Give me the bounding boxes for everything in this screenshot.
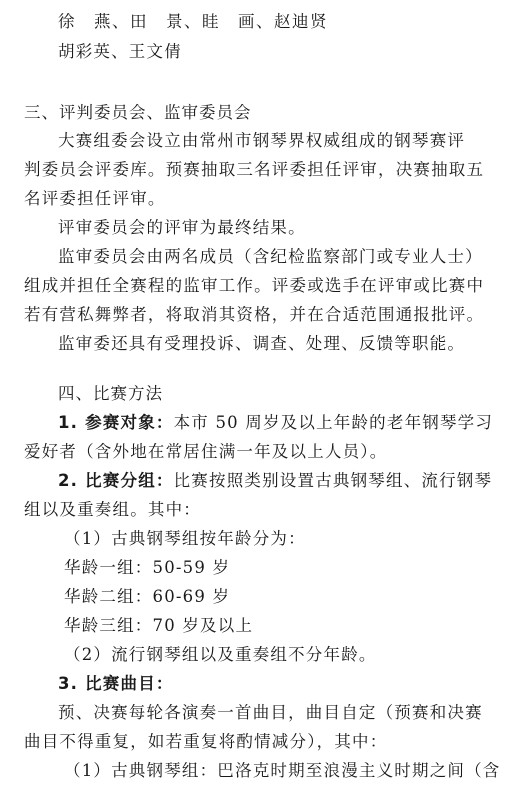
section-4-item-1-line-1	[58, 413, 493, 433]
section-3-heading: 三、评判委员会、监审委员会	[24, 103, 252, 122]
section-3-paragraph-2: 评审委员会的评审为最终结果。	[58, 218, 306, 237]
section-4-item-2-line-1	[58, 471, 492, 491]
item-1-label: 1. 参赛对象：	[58, 413, 174, 432]
age-group-1: 华龄一组：50-59 岁	[64, 558, 231, 577]
age-group-3: 华龄三组：70 岁及以上	[64, 616, 254, 635]
section-3-paragraph-3-line-2: 组成并担任全赛程的监审工作。评委或选手在评审或比赛中	[24, 276, 485, 295]
section-4-sub-item-2: （2）流行钢琴组以及重奏组不分年龄。	[64, 645, 377, 664]
section-4-item-1-line-2: 爱好者（含外地在常居住满一年及以上人员）。	[24, 442, 388, 461]
section-4-item-3-line-2: 曲目不得重复，如若重复将酌情减分），其中：	[24, 732, 388, 751]
section-3-paragraph-1-line-2: 判委员会评委库。预赛抽取三名评委担任评审，决赛抽取五	[24, 160, 485, 179]
section-3-paragraph-1-line-3: 名评委担任评审。	[24, 189, 166, 208]
item-1-text: 本市 50 周岁及以上年龄的老年钢琴学习	[173, 413, 494, 432]
section-3-paragraph-4: 监审委还具有受理投诉、调查、处理、反馈等职能。	[58, 334, 466, 353]
section-4-item-3-line-1: 预、决赛每轮各演奏一首曲目，曲目自定（预赛和决赛	[58, 703, 483, 722]
section-4-heading: 四、比赛方法	[58, 384, 163, 403]
section-3-paragraph-3-line-3: 若有营私舞弊者，将取消其资格，并在合适范围通报批评。	[24, 305, 485, 324]
members-line-2: 胡彩英、王文倩	[58, 42, 182, 61]
section-4-item-3-line-3: （1）古典钢琴组：巴洛克时期至浪漫主义时期之间（含	[64, 761, 501, 780]
item-2-text: 比赛按照类别设置古典钢琴组、流行钢琴	[173, 471, 493, 490]
age-group-2: 华龄二组：60-69 岁	[64, 587, 231, 606]
section-4-sub-item-1: （1）古典钢琴组按年龄分为：	[64, 529, 306, 548]
item-2-label: 2. 比赛分组：	[58, 471, 174, 490]
members-line-1: 徐 燕、田 景、眭 画、赵迪贤	[58, 12, 328, 31]
section-3-paragraph-3-line-1: 监审委员会由两名成员（含纪检监察部门或专业人士）	[58, 247, 483, 266]
section-4-item-2-line-2: 组以及重奏组。其中：	[24, 500, 201, 519]
section-3-paragraph-1-line-1: 大赛组委会设立由常州市钢琴界权威组成的钢琴赛评	[58, 131, 466, 150]
section-4-item-3-label: 3. 比赛曲目：	[58, 674, 174, 693]
